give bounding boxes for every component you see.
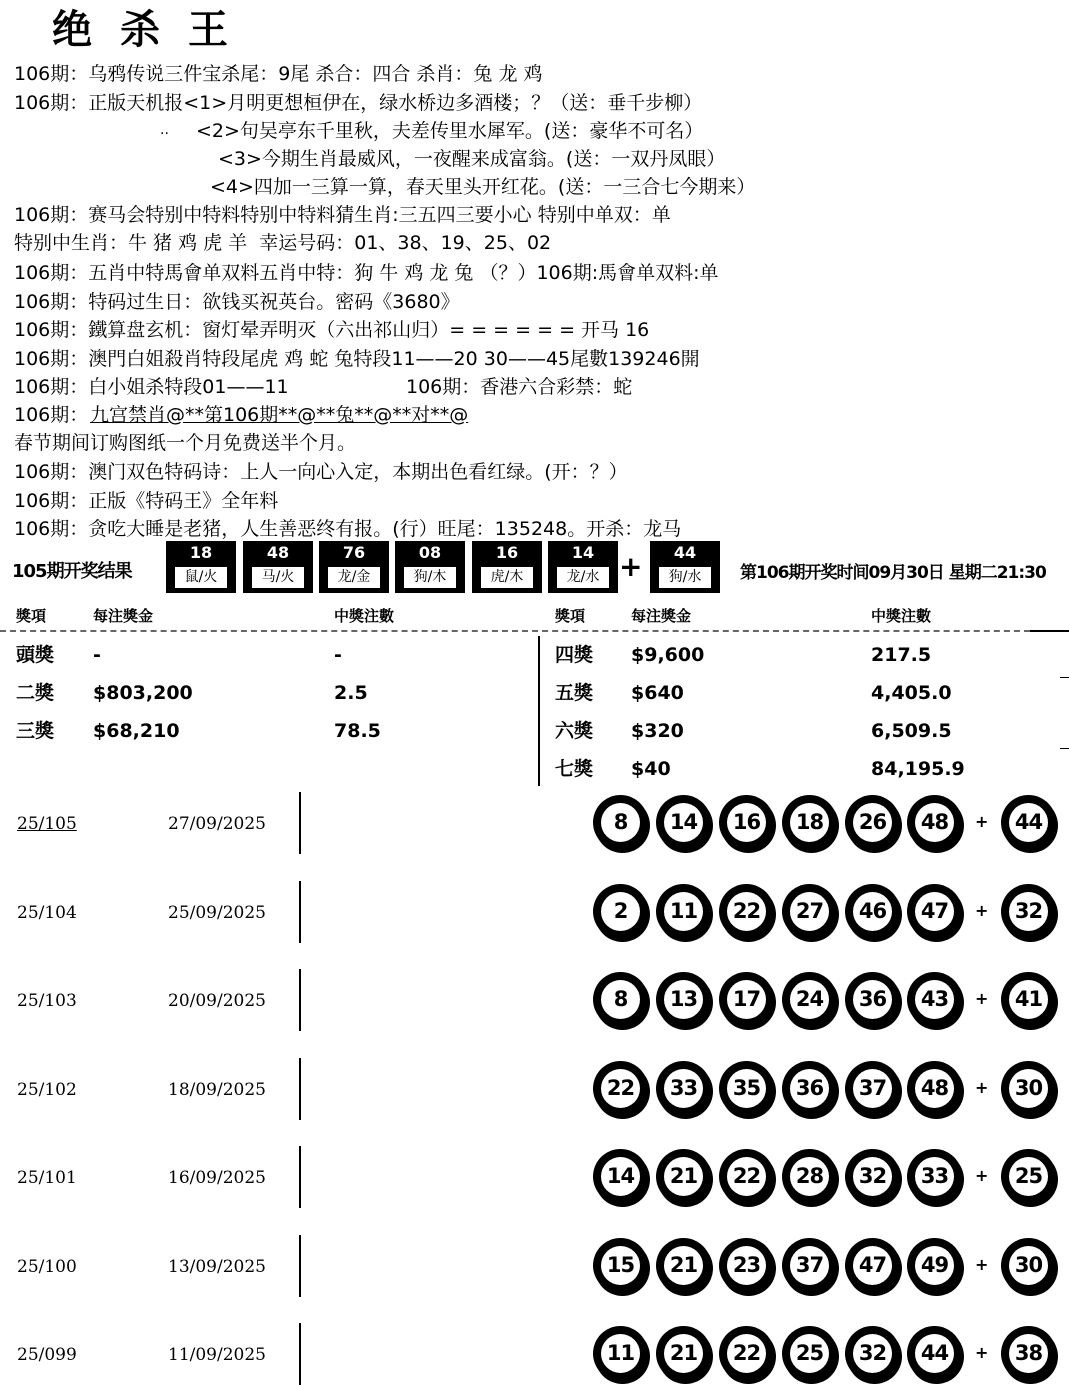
number-ball — [782, 1061, 837, 1116]
number-ball — [719, 884, 774, 939]
history-divider — [299, 881, 301, 943]
text-line-underlined: 九宫禁肖@**第106期**@**兔**@**对**@ — [90, 404, 469, 426]
number-ball — [656, 1149, 711, 1204]
ball-number: 37 — [790, 1246, 829, 1285]
ball-number: 14 — [571, 543, 595, 562]
number-ball — [782, 972, 837, 1027]
ball-number: 48 — [266, 543, 290, 562]
plus-sign: + — [975, 1343, 989, 1362]
ball-number: 33 — [915, 1157, 954, 1196]
ball-zodiac: 狗/水 — [658, 566, 712, 589]
ball-zodiac: 狗/木 — [403, 566, 457, 589]
plus-sign: + — [975, 989, 989, 1008]
ball-number: 08 — [418, 543, 442, 562]
number-ball — [593, 1238, 648, 1293]
number-ball — [656, 1326, 711, 1381]
number-ball — [782, 884, 837, 939]
text-line: 106期：澳門白姐殺肖特段尾虎 鸡 蛇 兔特段11——20 30——45尾數139246開 — [14, 348, 700, 370]
ball-number: 47 — [915, 892, 954, 931]
history-issue: 25/104 — [17, 903, 77, 923]
ball-number: 23 — [727, 1246, 766, 1285]
prize-name: 二獎 — [16, 682, 55, 704]
text-line: 106期：鐵算盘玄机：窗灯晕弄明灭（六出祁山归）= = = = = = 开马 16 — [14, 319, 650, 341]
ball-number: 18 — [189, 543, 213, 562]
history-divider — [299, 1235, 301, 1297]
number-ball — [719, 795, 774, 850]
prize-winners: 6,509.5 — [871, 720, 952, 742]
plus-sign: + — [975, 1166, 989, 1185]
text-line: 106期：正版天机报<1>月明更想桓伊在，绿水桥边多酒楼；？（送：垂千步柳） — [14, 92, 703, 114]
ball-number: 76 — [342, 543, 366, 562]
ball-number: 44 — [1009, 803, 1048, 842]
number-ball — [907, 1149, 962, 1204]
number-ball — [593, 1326, 648, 1381]
text-line: 106期：贪吃大睡是老猪，人生善恶终有报。(行）旺尾：135248。开杀：龙马 — [14, 518, 682, 540]
number-ball — [782, 1238, 837, 1293]
ball-number: 11 — [664, 892, 703, 931]
prize-amount: $68,210 — [93, 720, 180, 742]
page-title: 绝杀王 — [52, 6, 256, 53]
header-winners: 中獎注數 — [871, 607, 932, 625]
number-ball — [845, 884, 900, 939]
prize-name: 三獎 — [16, 720, 55, 742]
draw-ball-tile — [243, 541, 313, 593]
header-amount: 每注獎金 — [631, 607, 692, 625]
history-date: 13/09/2025 — [168, 1257, 266, 1277]
special-number-ball — [1001, 884, 1056, 939]
text-line: 春节期间订购图纸一个月免费送半个月。 — [14, 432, 357, 454]
plus-sign: + — [975, 1255, 989, 1274]
ball-number: 2 — [601, 892, 640, 931]
ball-zodiac: 马/火 — [251, 566, 305, 589]
plus-sign: + — [619, 550, 643, 583]
plus-sign: + — [975, 1078, 989, 1097]
number-ball — [907, 795, 962, 850]
ball-number: 13 — [664, 980, 703, 1019]
number-ball — [719, 1061, 774, 1116]
number-ball — [593, 795, 648, 850]
edge-tick — [1060, 748, 1069, 749]
ball-number: 44 — [915, 1334, 954, 1373]
prize-name: 五獎 — [555, 682, 594, 704]
number-ball — [719, 1326, 774, 1381]
draw-ball-tile — [548, 541, 618, 593]
ball-zodiac: 鼠/火 — [174, 566, 228, 589]
ball-number: 21 — [664, 1157, 703, 1196]
history-divider — [299, 969, 301, 1031]
history-date: 18/09/2025 — [168, 1080, 266, 1100]
number-ball — [656, 884, 711, 939]
header-prize: 獎項 — [555, 607, 586, 625]
ball-number: 16 — [495, 543, 519, 562]
draw-ball-tile — [472, 541, 542, 593]
number-ball — [845, 1238, 900, 1293]
ball-zodiac: 虎/木 — [480, 566, 534, 589]
ball-number: 36 — [790, 1069, 829, 1108]
ball-number: 44 — [673, 543, 697, 562]
text-line: <3>今期生肖最威风，一夜醒来成富翁。(送：一双丹凤眼） — [218, 148, 726, 170]
ball-number: 48 — [915, 803, 954, 842]
ball-number: 30 — [1009, 1246, 1048, 1285]
ball-number: 24 — [790, 980, 829, 1019]
number-ball — [593, 1149, 648, 1204]
history-date: 11/09/2025 — [168, 1345, 266, 1365]
ball-number: 18 — [790, 803, 829, 842]
ball-number: 32 — [853, 1334, 892, 1373]
draw-ball-tile — [395, 541, 465, 593]
history-divider — [299, 1146, 301, 1208]
plus-sign: + — [975, 812, 989, 831]
number-ball — [719, 972, 774, 1027]
prize-amount: $40 — [631, 758, 671, 780]
history-divider — [299, 1323, 301, 1385]
ball-number: 14 — [601, 1157, 640, 1196]
special-ball-tile — [650, 541, 720, 593]
number-ball — [907, 1326, 962, 1381]
ball-number: 17 — [727, 980, 766, 1019]
ball-number: 49 — [915, 1246, 954, 1285]
text-line: 106期：白小姐杀特段01——11 — [14, 376, 289, 398]
text-line: 特别中生肖：牛 猪 鸡 虎 羊 幸运号码：01、38、19、25、02 — [14, 232, 552, 254]
text-line: 106期： — [14, 404, 89, 426]
history-row — [0, 1321, 1069, 1388]
ball-number: 22 — [601, 1069, 640, 1108]
number-ball — [593, 884, 648, 939]
ball-number: 30 — [1009, 1069, 1048, 1108]
ball-number: 36 — [853, 980, 892, 1019]
prize-winners: 217.5 — [871, 644, 932, 666]
prize-name: 六獎 — [555, 720, 594, 742]
history-row — [0, 1056, 1069, 1144]
number-ball — [656, 795, 711, 850]
special-number-ball — [1001, 1326, 1056, 1381]
draw-ball-tile — [319, 541, 389, 593]
history-date: 20/09/2025 — [168, 991, 266, 1011]
special-number-ball — [1001, 1061, 1056, 1116]
prize-winners: - — [334, 644, 342, 666]
history-issue: 25/100 — [17, 1257, 77, 1277]
ball-number: 32 — [853, 1157, 892, 1196]
number-ball — [782, 1326, 837, 1381]
number-ball — [845, 795, 900, 850]
history-issue: 25/103 — [17, 991, 77, 1011]
column-divider — [538, 636, 540, 786]
ball-number: 26 — [853, 803, 892, 842]
number-ball — [719, 1238, 774, 1293]
edge-tick — [1060, 677, 1069, 678]
ball-number: 25 — [790, 1334, 829, 1373]
number-ball — [845, 1061, 900, 1116]
number-ball — [656, 972, 711, 1027]
text-line: 106期：正版《特码王》全年料 — [14, 490, 279, 512]
prize-amount: $803,200 — [93, 682, 193, 704]
ball-number: 11 — [601, 1334, 640, 1373]
draw-label: 105期开奖结果 — [12, 561, 132, 582]
history-row — [0, 1233, 1069, 1321]
ball-number: 25 — [1009, 1157, 1048, 1196]
history-divider — [299, 1058, 301, 1120]
ball-number: 21 — [664, 1246, 703, 1285]
number-ball — [593, 1061, 648, 1116]
header-prize: 獎項 — [16, 607, 47, 625]
ball-number: 28 — [790, 1157, 829, 1196]
number-ball — [907, 972, 962, 1027]
header-winners: 中獎注數 — [334, 607, 395, 625]
prize-name: 七獎 — [555, 758, 594, 780]
history-issue: 25/102 — [17, 1080, 77, 1100]
number-ball — [845, 1149, 900, 1204]
ball-number: 8 — [601, 803, 640, 842]
ball-zodiac: 龙/金 — [327, 566, 381, 589]
dots-mark: .. — [160, 122, 169, 138]
text-line: 106期：香港六合彩禁：蛇 — [406, 376, 633, 398]
history-issue: 25/101 — [17, 1168, 77, 1188]
prize-name: 四獎 — [555, 644, 594, 666]
number-ball — [845, 972, 900, 1027]
header-divider — [0, 630, 1040, 632]
prize-name: 頭獎 — [16, 644, 55, 666]
text-line: <4>四加一三算一算，春天里头开红花。(送：一三合七今期来） — [210, 176, 756, 198]
special-number-ball — [1001, 795, 1056, 850]
text-line: 106期：澳门双色特码诗：上人一向心入定，本期出色看红绿。(开：？） — [14, 461, 628, 483]
text-line: <2>句吴亭东千里秋，夫差传里水犀军。(送：豪华不可名） — [196, 120, 704, 142]
number-ball — [845, 1326, 900, 1381]
ball-zodiac: 龙/水 — [556, 566, 610, 589]
number-ball — [656, 1061, 711, 1116]
ball-number: 37 — [853, 1069, 892, 1108]
ball-number: 46 — [853, 892, 892, 931]
number-ball — [782, 1149, 837, 1204]
ball-number: 47 — [853, 1246, 892, 1285]
history-divider — [299, 792, 301, 854]
ball-number: 14 — [664, 803, 703, 842]
next-draw-time: 第106期开奖时间09月30日 星期二21:30 — [740, 563, 1046, 583]
history-date: 27/09/2025 — [168, 814, 266, 834]
ball-number: 22 — [727, 1157, 766, 1196]
header-divider-end — [1030, 630, 1069, 632]
special-number-ball — [1001, 1149, 1056, 1204]
number-ball — [593, 972, 648, 1027]
history-row — [0, 790, 1069, 878]
ball-number: 27 — [790, 892, 829, 931]
ball-number: 22 — [727, 892, 766, 931]
text-line: 106期：五肖中特馬會单双料五肖中特：狗 牛 鸡 龙 兔 （？）106期:馬會单双料:单 — [14, 262, 719, 284]
prize-winners: 2.5 — [334, 682, 368, 704]
prize-amount: $640 — [631, 682, 684, 704]
prize-table — [0, 600, 1069, 790]
number-ball — [907, 1238, 962, 1293]
ball-number: 33 — [664, 1069, 703, 1108]
text-line: 106期：乌鸦传说三件宝杀尾：9尾 杀合：四合 杀肖：兔 龙 鸡 — [14, 63, 543, 85]
text-line: 106期：特码过生日：欲钱买祝英台。密码《3680》 — [14, 291, 460, 313]
number-ball — [907, 1061, 962, 1116]
history-row — [0, 967, 1069, 1055]
number-ball — [719, 1149, 774, 1204]
text-line: 106期：赛马会特别中特料特别中特料猜生肖:三五四三要小心 特别中单双：单 — [14, 204, 671, 226]
header-amount: 每注獎金 — [93, 607, 154, 625]
ball-number: 8 — [601, 980, 640, 1019]
number-ball — [656, 1238, 711, 1293]
ball-number: 48 — [915, 1069, 954, 1108]
draw-result-row — [0, 541, 1069, 595]
ball-number: 21 — [664, 1334, 703, 1373]
prize-amount: $9,600 — [631, 644, 705, 666]
ball-number: 16 — [727, 803, 766, 842]
plus-sign: + — [975, 901, 989, 920]
prize-amount: $320 — [631, 720, 684, 742]
history-date: 25/09/2025 — [168, 903, 266, 923]
prize-winners: 84,195.9 — [871, 758, 965, 780]
history-date: 16/09/2025 — [168, 1168, 266, 1188]
number-ball — [907, 884, 962, 939]
prize-amount: - — [93, 644, 101, 666]
prize-winners: 78.5 — [334, 720, 381, 742]
special-number-ball — [1001, 1238, 1056, 1293]
history-issue: 25/105 — [17, 814, 77, 834]
ball-number: 41 — [1009, 980, 1048, 1019]
history-row — [0, 879, 1069, 967]
ball-number: 43 — [915, 980, 954, 1019]
ball-number: 35 — [727, 1069, 766, 1108]
history-row — [0, 1144, 1069, 1232]
history-issue: 25/099 — [17, 1345, 77, 1365]
ball-number: 15 — [601, 1246, 640, 1285]
number-ball — [782, 795, 837, 850]
ball-number: 38 — [1009, 1334, 1048, 1373]
ball-number: 32 — [1009, 892, 1048, 931]
prize-winners: 4,405.0 — [871, 682, 952, 704]
special-number-ball — [1001, 972, 1056, 1027]
ball-number: 22 — [727, 1334, 766, 1373]
draw-ball-tile — [166, 541, 236, 593]
